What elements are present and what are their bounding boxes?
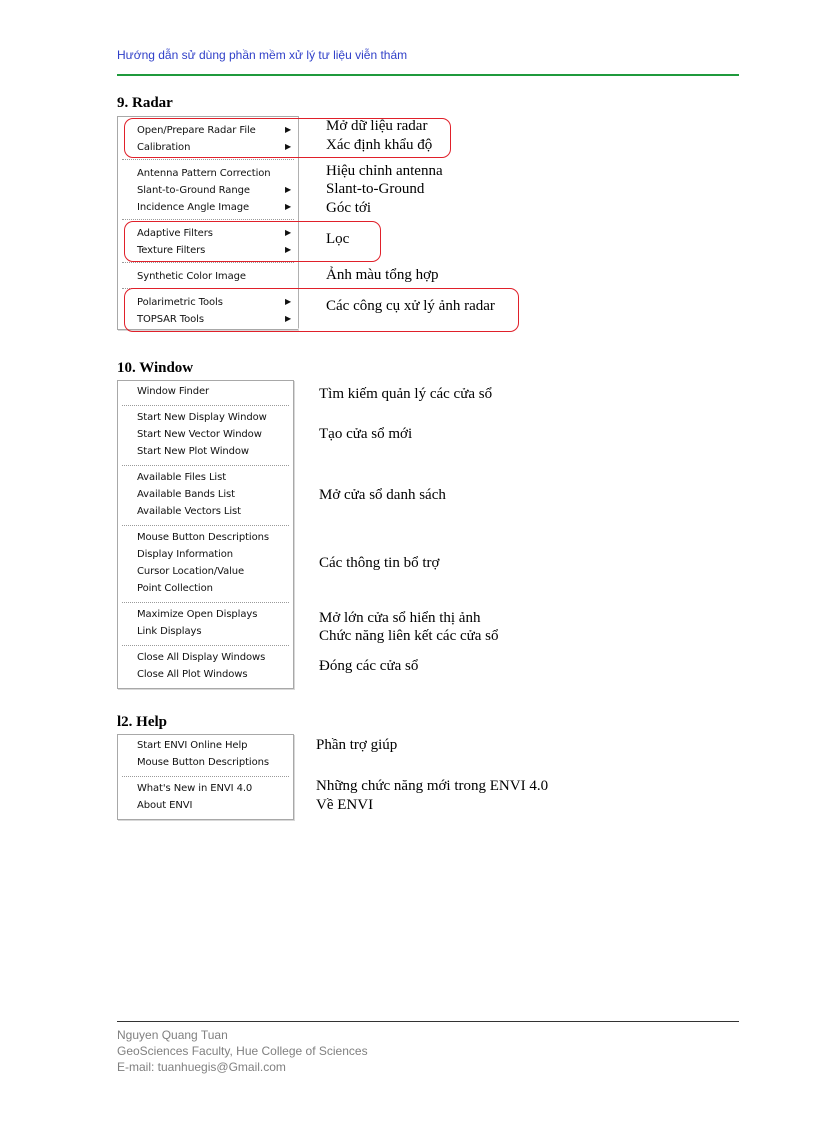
menu-separator <box>122 262 294 263</box>
highlight-box <box>124 288 519 332</box>
menu-item-point-collection[interactable]: Point Collection <box>137 583 213 594</box>
highlight-box <box>124 221 381 262</box>
radar-desc-synthetic: Ảnh màu tổng hợp <box>326 267 439 283</box>
menu-separator <box>122 405 289 406</box>
radar-desc-slant: Slant-to-Ground <box>326 181 425 197</box>
footer-email: E-mail: tuanhuegis@Gmail.com <box>117 1060 286 1074</box>
menu-item-available-bands-list[interactable]: Available Bands List <box>137 489 235 500</box>
menu-item-open-radar-file[interactable]: Open/Prepare Radar File <box>137 125 256 136</box>
help-desc-help: Phần trợ giúp <box>316 737 398 753</box>
menu-item-start-new-display-window[interactable]: Start New Display Window <box>137 412 267 423</box>
window-desc-info: Các thông tin bổ trợ <box>319 555 440 571</box>
footer-faculty: GeoSciences Faculty, Hue College of Sciences <box>117 1044 368 1058</box>
menu-item-antenna-pattern-correction[interactable]: Antenna Pattern Correction <box>137 168 271 179</box>
menu-item-close-all-plot-windows[interactable]: Close All Plot Windows <box>137 669 248 680</box>
submenu-arrow-icon: ▶ <box>285 314 292 323</box>
footer-divider <box>117 1021 739 1022</box>
radar-desc-open: Mở dữ liệu radar <box>326 118 428 134</box>
menu-item-mouse-button-descriptions[interactable]: Mouse Button Descriptions <box>137 757 269 768</box>
section-title-window: 10. Window <box>117 360 194 376</box>
menu-item-maximize-open-displays[interactable]: Maximize Open Displays <box>137 609 258 620</box>
highlight-box <box>124 118 451 158</box>
menu-separator <box>122 602 289 603</box>
menu-item-polarimetric-tools[interactable]: Polarimetric Tools <box>137 297 223 308</box>
header-divider <box>117 74 739 76</box>
help-desc-new: Những chức năng mới trong ENVI 4.0 <box>316 778 549 794</box>
menu-item-about-envi[interactable]: About ENVI <box>137 800 193 811</box>
window-desc-new: Tạo cửa sổ mới <box>319 426 413 442</box>
window-desc-link: Chức năng liên kết các cửa sổ <box>319 628 499 644</box>
menu-item-start-envi-online-help[interactable]: Start ENVI Online Help <box>137 740 248 751</box>
menu-item-synthetic-color-image[interactable]: Synthetic Color Image <box>137 271 246 282</box>
menu-item-cursor-location-value[interactable]: Cursor Location/Value <box>137 566 245 577</box>
menu-item-adaptive-filters[interactable]: Adaptive Filters <box>137 228 213 239</box>
menu-item-mouse-button-descriptions[interactable]: Mouse Button Descriptions <box>137 532 269 543</box>
menu-item-start-new-vector-window[interactable]: Start New Vector Window <box>137 429 262 440</box>
submenu-arrow-icon: ▶ <box>285 297 292 306</box>
radar-desc-angle: Góc tới <box>326 200 372 216</box>
submenu-arrow-icon: ▶ <box>285 202 292 211</box>
radar-desc-tools: Các công cụ xử lý ảnh radar <box>326 298 495 314</box>
radar-desc-filter: Lọc <box>326 231 350 247</box>
menu-item-incidence-angle-image[interactable]: Incidence Angle Image <box>137 202 250 213</box>
window-menu <box>117 380 294 689</box>
menu-item-whats-new-in-envi[interactable]: What's New in ENVI 4.0 <box>137 783 253 794</box>
submenu-arrow-icon: ▶ <box>285 185 292 194</box>
submenu-arrow-icon: ▶ <box>285 125 292 134</box>
menu-item-topsar-tools[interactable]: TOPSAR Tools <box>137 314 204 325</box>
menu-item-link-displays[interactable]: Link Displays <box>137 626 202 637</box>
help-desc-about: Về ENVI <box>316 797 374 813</box>
menu-item-available-vectors-list[interactable]: Available Vectors List <box>137 506 241 517</box>
menu-separator <box>122 776 289 777</box>
submenu-arrow-icon: ▶ <box>285 142 292 151</box>
window-desc-maximize: Mở lớn cửa sổ hiển thị ảnh <box>319 610 481 626</box>
window-desc-close: Đóng các cửa sổ <box>319 658 419 674</box>
help-menu <box>117 734 294 820</box>
menu-separator <box>122 159 294 160</box>
submenu-arrow-icon: ▶ <box>285 245 292 254</box>
radar-desc-calibration: Xác định khẩu độ <box>326 137 433 153</box>
menu-item-close-all-display-windows[interactable]: Close All Display Windows <box>137 652 266 663</box>
page-header-title: Hướng dẫn sử dùng phần mềm xử lý tư liệu viễn thám <box>117 48 408 62</box>
menu-separator <box>122 465 289 466</box>
menu-separator <box>122 525 289 526</box>
submenu-arrow-icon: ▶ <box>285 228 292 237</box>
menu-item-calibration[interactable]: Calibration <box>137 142 191 153</box>
menu-separator <box>122 219 294 220</box>
radar-desc-antenna: Hiệu chỉnh antenna <box>326 163 443 179</box>
menu-item-window-finder[interactable]: Window Finder <box>137 386 210 397</box>
section-title-radar: 9. Radar <box>117 95 173 111</box>
menu-item-texture-filters[interactable]: Texture Filters <box>137 245 206 256</box>
section-title-help: l2. Help <box>117 714 168 730</box>
menu-item-start-new-plot-window[interactable]: Start New Plot Window <box>137 446 249 457</box>
menu-item-available-files-list[interactable]: Available Files List <box>137 472 227 483</box>
menu-item-display-information[interactable]: Display Information <box>137 549 234 560</box>
menu-item-slant-to-ground-range[interactable]: Slant-to-Ground Range <box>137 185 250 196</box>
menu-separator <box>122 645 289 646</box>
window-desc-lists: Mở cửa sổ danh sách <box>319 487 446 503</box>
window-desc-finder: Tìm kiếm quản lý các cửa sổ <box>319 386 493 402</box>
footer-author: Nguyen Quang Tuan <box>117 1028 228 1042</box>
